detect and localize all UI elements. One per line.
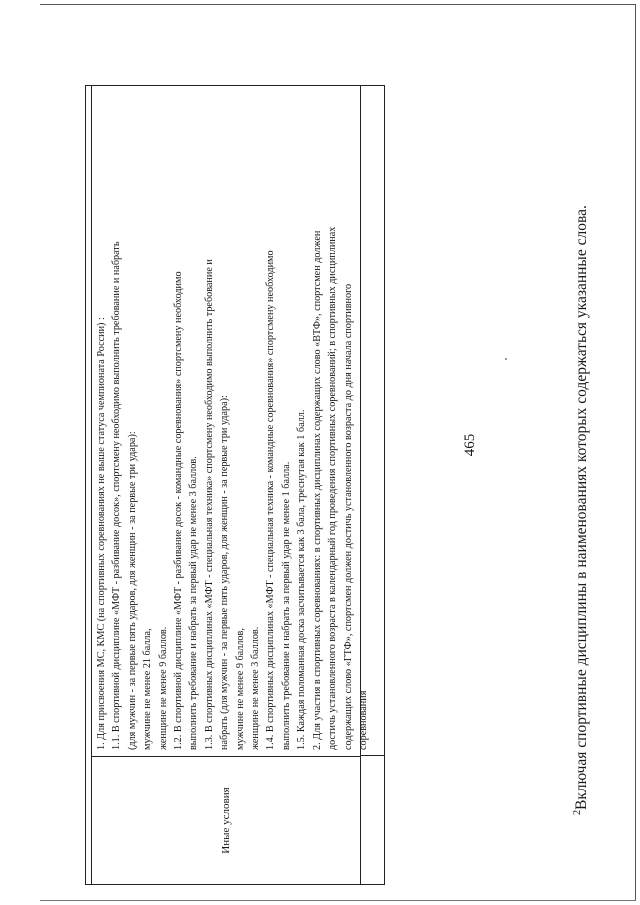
row-label-cell xyxy=(92,756,360,884)
condition-paragraph: (для мужчин - за первые пять ударов, для женщин - за первые три удара): xyxy=(126,431,138,750)
condition-paragraph: 1.1. В спортивной дисциплине «МФТ - разбивание досок», спортсмену необходимо выполнить требование и набрать xyxy=(111,241,123,750)
bottom-row-divider xyxy=(361,755,384,756)
condition-paragraph: 1.2. В спортивной дисциплине «МФТ - разбивание досок - командные соревнования» спортсмену необходимо xyxy=(173,271,185,750)
condition-paragraph: 1. Для присвоения МС, КМС (на спортивных соревнованиях не выше статуса чемпионата России) : xyxy=(96,317,107,750)
condition-paragraph: 1.3. В спортивных дисциплинах «МФТ - специальная техника» спортсмену необходимо выполнить требование и xyxy=(203,259,215,750)
condition-paragraph: соревнования xyxy=(357,690,369,750)
row-content-cell xyxy=(92,84,369,756)
condition-paragraph: 2. Для участия в спортивных соревнованиях: в спортивных дисциплинах содержащих слово «ВТФ», спортсмен должен xyxy=(311,230,323,750)
footnote-marker: 2 xyxy=(572,810,583,815)
page-number: 465 xyxy=(462,433,478,457)
condition-paragraph: выполнить требование и набрать за первый удар не менее 1 балла. xyxy=(280,461,292,750)
condition-paragraph: содержащих слово «ГТФ», спортсмен должен достичь установленного возраста до дня начала спортивного xyxy=(342,283,354,750)
row-label: Иные условия xyxy=(220,787,232,854)
condition-paragraph: мужчине не менее 9 баллов, xyxy=(234,628,246,750)
conditions-table xyxy=(85,85,385,885)
condition-paragraph: набрать (для мужчин - за первые пять ударов, для женщин - за первые три удара): xyxy=(219,395,231,750)
condition-paragraph: мужчине не менее 21 балла, xyxy=(142,628,154,750)
footnote-text: Включая спортивные дисциплины в наименованиях которых содержаться указанные слова. xyxy=(573,205,591,810)
condition-paragraph: выполнить требование и набрать за первый удар не менее 3 баллов. xyxy=(188,456,200,750)
condition-paragraph: женщине не менее 9 баллов. xyxy=(157,626,169,750)
condition-paragraph: женщине не менее 3 баллов. xyxy=(250,626,262,750)
scan-speck xyxy=(505,358,507,360)
footnote xyxy=(572,35,591,815)
condition-paragraph: 1.4. В спортивных дисциплинах «МФТ - специальная техника - командные соревнования» спортсмену необходимо xyxy=(265,250,277,750)
condition-paragraph: достичь установленного возраста в календарный год проведения спортивных соревнований; в спортивных дисциплинах xyxy=(327,226,339,750)
table-bottom-row xyxy=(360,86,384,884)
condition-paragraph: 1.5. Каждая поломанная доска засчитывается как 3 бала, треснутая как 1 балл. xyxy=(296,409,308,750)
